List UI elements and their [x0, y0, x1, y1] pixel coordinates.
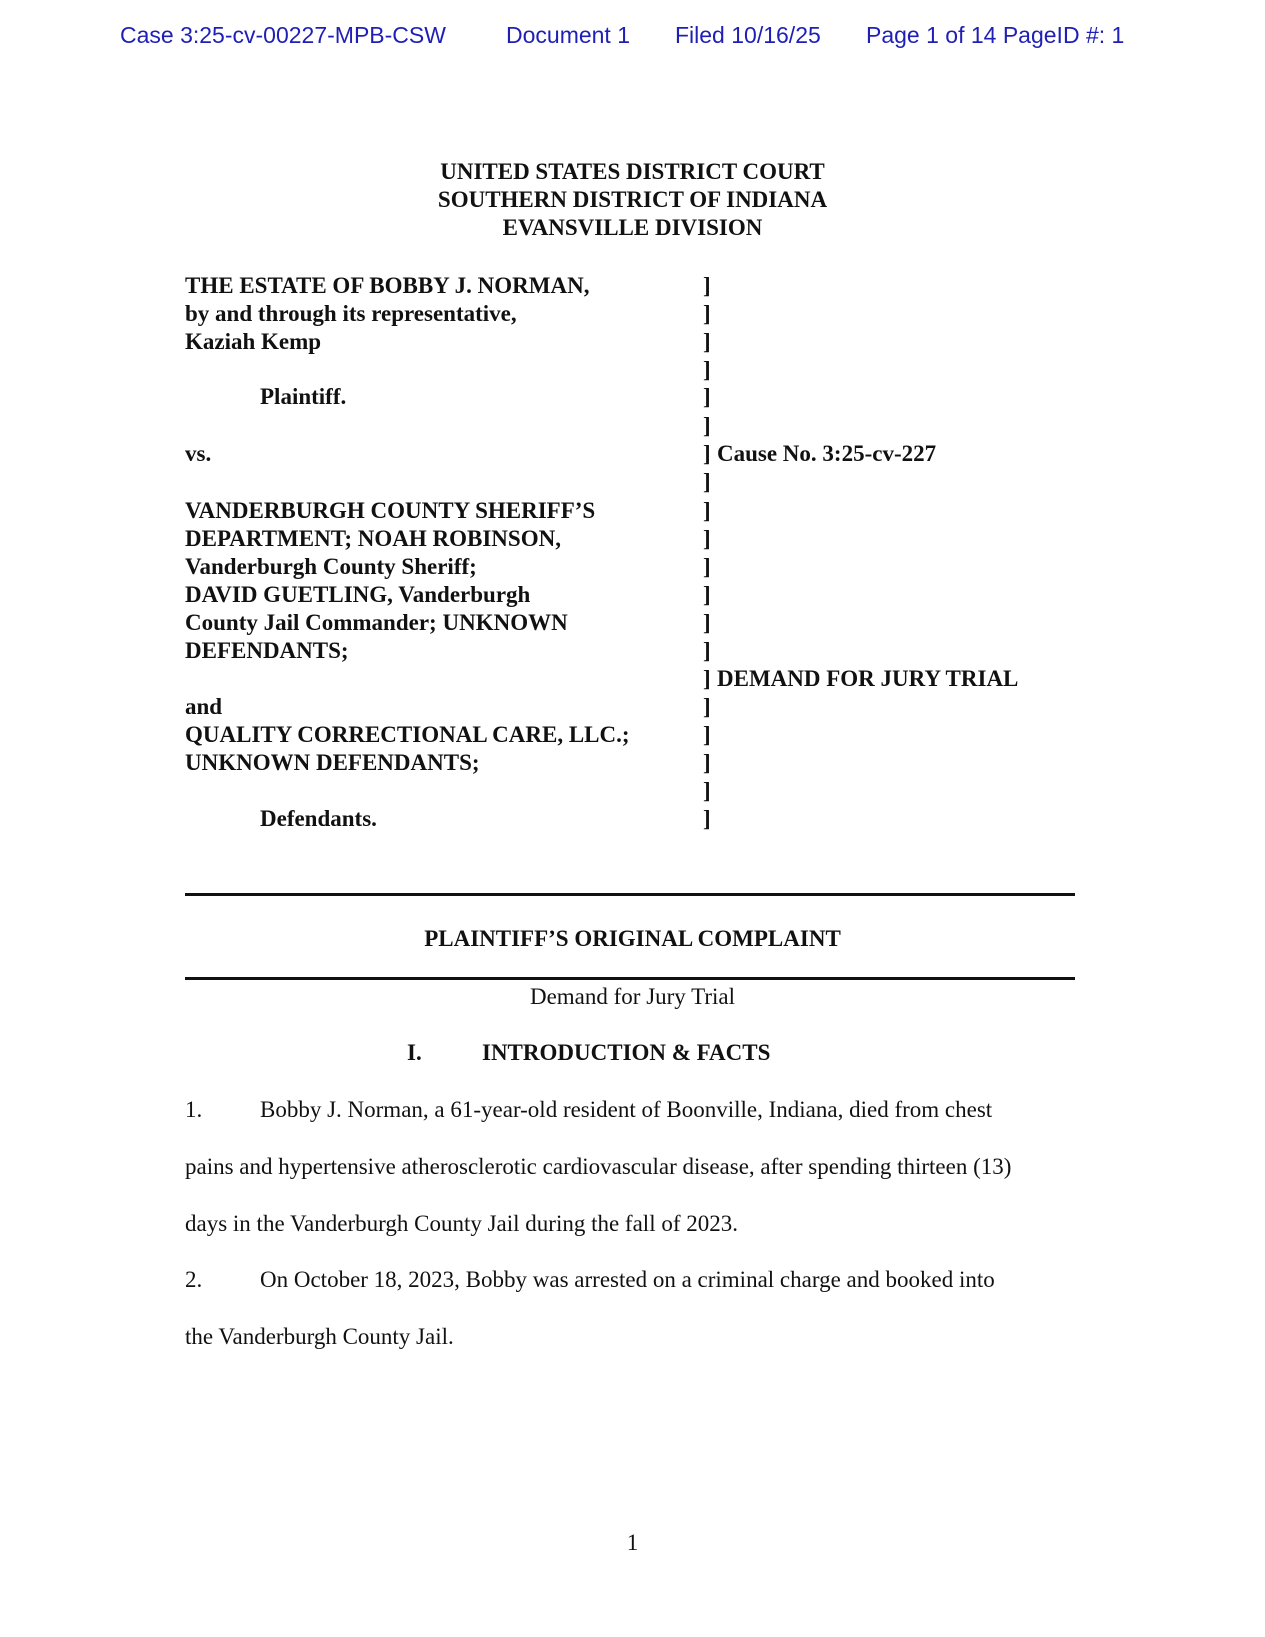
- court-division: EVANSVILLE DIVISION: [502, 215, 763, 240]
- caption-bracket: ]: [703, 638, 711, 663]
- paragraph-1-line-1: Bobby J. Norman, a 61-year-old resident of Boonville, Indiana, died from chest: [260, 1097, 993, 1122]
- cause-number: Cause No. 3:25-cv-227: [717, 441, 937, 466]
- court-district: SOUTHERN DISTRICT OF INDIANA: [437, 187, 828, 212]
- jury-demand: DEMAND FOR JURY TRIAL: [717, 666, 1019, 691]
- section-heading: INTRODUCTION & FACTS: [482, 1040, 771, 1065]
- defendant-line-1: VANDERBURGH COUNTY SHERIFF’S: [185, 498, 596, 523]
- title-rule-top: [185, 893, 1075, 896]
- header-case-number: Case 3:25-cv-00227-MPB-CSW: [120, 22, 446, 48]
- caption-bracket: ]: [703, 329, 711, 354]
- versus: vs.: [185, 441, 212, 466]
- caption-bracket: ]: [703, 554, 711, 579]
- caption-bracket: ]: [703, 441, 711, 466]
- paragraph-1-line-2: pains and hypertensive atherosclerotic cardiovascular disease, after spending thirteen (13): [185, 1154, 1012, 1179]
- caption-bracket: ]: [703, 469, 711, 494]
- complaint-title: PLAINTIFF’S ORIGINAL COMPLAINT: [424, 926, 841, 951]
- page-number: 1: [626, 1530, 639, 1555]
- header-document: Document 1: [506, 22, 631, 48]
- caption-bracket: ]: [703, 498, 711, 523]
- paragraph-1-line-3: days in the Vanderburgh County Jail during the fall of 2023.: [185, 1211, 738, 1236]
- caption-bracket: ]: [703, 778, 711, 803]
- title-rule-bottom: [185, 977, 1075, 980]
- caption-bracket: ]: [703, 750, 711, 775]
- caption-bracket: ]: [703, 357, 711, 382]
- caption-bracket: ]: [703, 582, 711, 607]
- caption-bracket: ]: [703, 610, 711, 635]
- court-heading: [0, 158, 1265, 242]
- filing-header: [0, 22, 1265, 52]
- caption-bracket: ]: [703, 806, 711, 831]
- caption-bracket: ]: [703, 413, 711, 438]
- section-numeral: I.: [407, 1040, 422, 1065]
- defendant-role: Defendants.: [260, 806, 377, 831]
- plaintiff-line-2: by and through its representative,: [185, 301, 517, 326]
- defendant2-line-1: QUALITY CORRECTIONAL CARE, LLC.;: [185, 722, 630, 747]
- caption-bracket: ]: [703, 666, 711, 691]
- plaintiff-line-1: THE ESTATE OF BOBBY J. NORMAN,: [185, 273, 590, 298]
- defendant-line-2: DEPARTMENT; NOAH ROBINSON,: [185, 526, 561, 551]
- caption-bracket: ]: [703, 301, 711, 326]
- court-name: UNITED STATES DISTRICT COURT: [440, 159, 825, 184]
- defendant-line-3: Vanderburgh County Sheriff;: [185, 554, 477, 579]
- caption-bracket: ]: [703, 526, 711, 551]
- header-filed-date: Filed 10/16/25: [675, 22, 821, 48]
- header-page-id: Page 1 of 14 PageID #: 1: [866, 22, 1125, 48]
- defendant-line-4: DAVID GUETLING, Vanderburgh: [185, 582, 531, 607]
- caption-bracket: ]: [703, 694, 711, 719]
- caption-bracket: ]: [703, 273, 711, 298]
- plaintiff-role: Plaintiff.: [260, 384, 347, 409]
- paragraph-2-line-1: On October 18, 2023, Bobby was arrested on a criminal charge and booked into: [260, 1267, 995, 1292]
- caption-bracket: ]: [703, 384, 711, 409]
- complaint-subtitle: Demand for Jury Trial: [529, 984, 736, 1009]
- plaintiff-line-3: Kaziah Kemp: [185, 329, 322, 354]
- defendant-line-6: DEFENDANTS;: [185, 638, 349, 663]
- paragraph-number: 1.: [185, 1097, 203, 1122]
- defendant2-line-2: UNKNOWN DEFENDANTS;: [185, 750, 480, 775]
- paragraph-2-line-2: the Vanderburgh County Jail.: [185, 1324, 454, 1349]
- defendant-line-5: County Jail Commander; UNKNOWN: [185, 610, 568, 635]
- caption-bracket: ]: [703, 722, 711, 747]
- and-conjunction: and: [185, 694, 223, 719]
- paragraph-number: 2.: [185, 1267, 203, 1292]
